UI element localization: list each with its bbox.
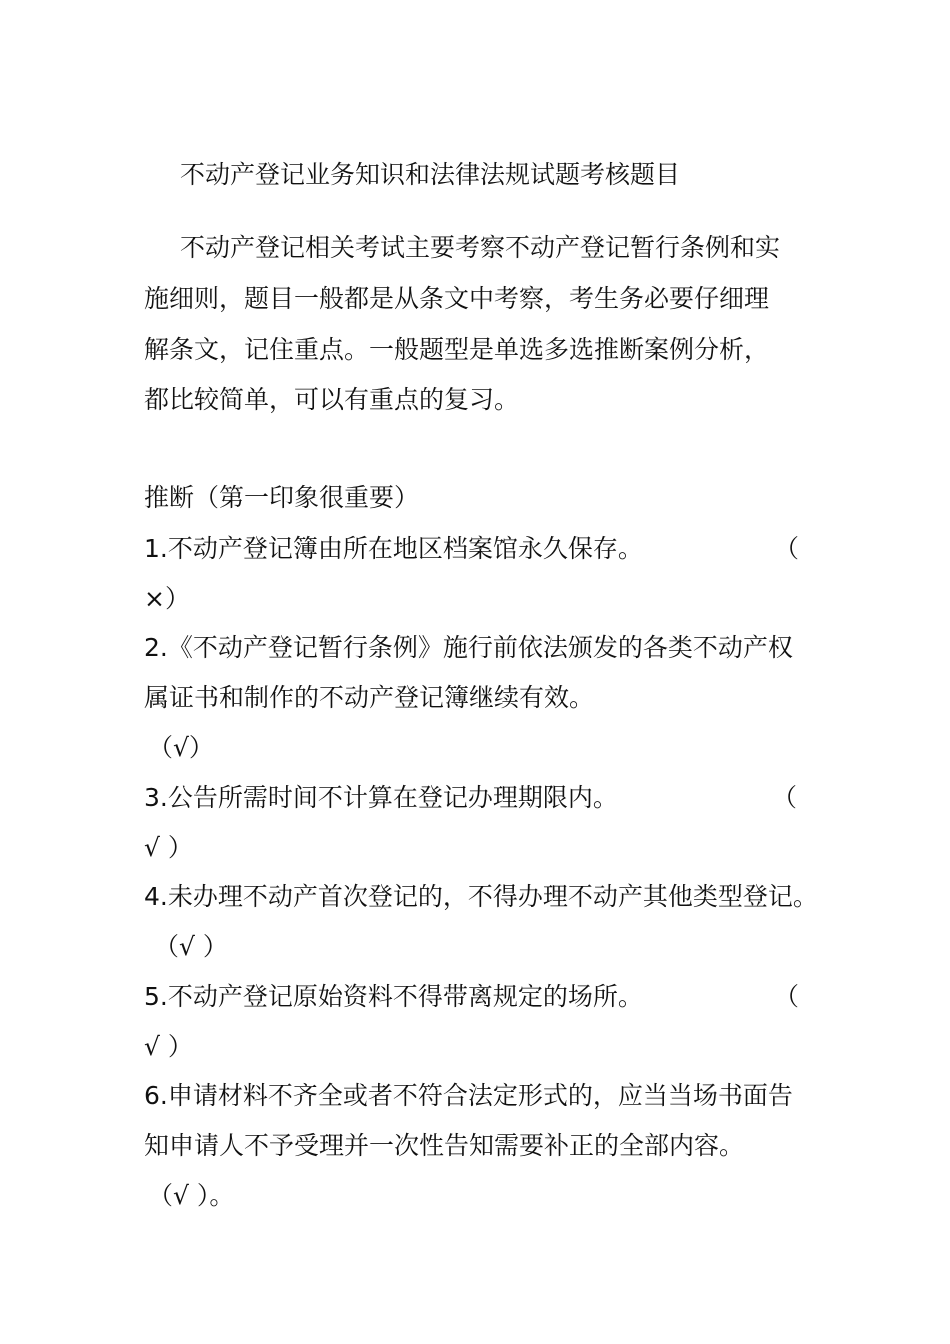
question-4-text: 4.未办理不动产首次登记的，不得办理不动产其他类型登记。	[144, 882, 818, 911]
question-3-open-paren: （	[772, 783, 798, 812]
question-2-text-line-2: 属证书和制作的不动产登记簿继续有效。	[144, 683, 595, 712]
question-5-open-paren: （	[774, 982, 800, 1011]
question-1-text: 1.不动产登记簿由所在地区档案馆永久保存。	[144, 534, 643, 563]
intro-line-3: 解条文，记住重点。一般题型是单选多选推断案例分析，	[144, 335, 770, 364]
question-6-answer: （√ ）。	[148, 1181, 235, 1210]
section-heading: 推断（第一印象很重要）	[144, 483, 420, 512]
question-6-text-line-1: 6.申请材料不齐全或者不符合法定形式的，应当当场书面告	[144, 1081, 793, 1110]
question-1-open-paren: （	[774, 534, 800, 563]
question-5-text: 5.不动产登记原始资料不得带离规定的场所。	[144, 982, 643, 1011]
question-6-text-line-2: 知申请人不予受理并一次性告知需要补正的全部内容。	[144, 1131, 745, 1160]
document-title: 不动产登记业务知识和法律法规试题考核题目	[180, 160, 681, 189]
intro-line-1: 不动产登记相关考试主要考察不动产登记暂行条例和实	[180, 233, 781, 262]
question-1-answer: ×）	[144, 584, 190, 613]
intro-line-4: 都比较简单，可以有重点的复习。	[144, 385, 520, 414]
question-4-answer: （√ ）	[154, 932, 228, 961]
intro-line-2: 施细则，题目一般都是从条文中考察，考生务必要仔细理	[144, 284, 770, 313]
question-2-answer: （√）	[148, 733, 214, 762]
question-3-text: 3.公告所需时间不计算在登记办理期限内。	[144, 783, 618, 812]
question-3-answer: √ ）	[144, 833, 193, 862]
question-5-answer: √ ）	[144, 1032, 193, 1061]
question-2-text-line-1: 2.《不动产登记暂行条例》施行前依法颁发的各类不动产权	[144, 633, 793, 662]
